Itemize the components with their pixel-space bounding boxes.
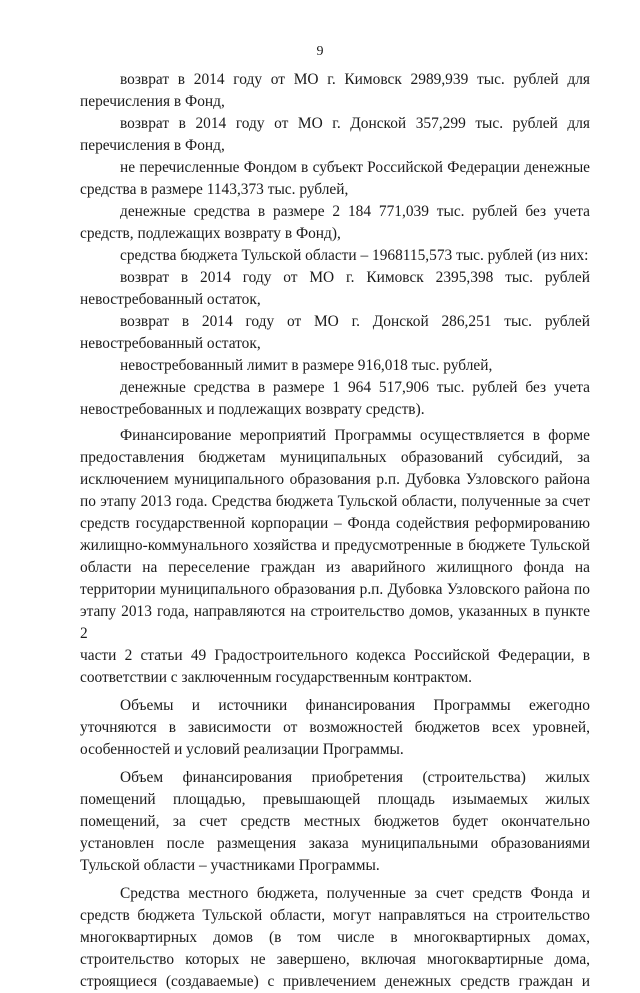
paragraph xyxy=(80,69,590,113)
paragraph xyxy=(80,767,590,877)
text-line: невостребованный лимит в размере 916,018 тыс. рублей, xyxy=(120,357,493,374)
text-line: уточняются в зависимости от возможностей бюджетов всех уровней, xyxy=(80,719,590,736)
text-line: установлен после размещения заказа муниципальными образованиями xyxy=(80,835,590,852)
text-line: возврат в 2014 году от МО г. Донской 357,299 тыс. рублей для xyxy=(120,115,590,132)
text-line: соответствии с заключенным государственным контрактом. xyxy=(80,669,472,686)
text-line: перечисления в Фонд, xyxy=(80,93,225,110)
text-line: помещений, за счет средств местных бюджетов будет окончательно xyxy=(80,813,590,830)
paragraph xyxy=(80,695,590,761)
text-line: средства в размере 1143,373 тыс. рублей, xyxy=(80,181,349,198)
text-line: особенностей и условий реализации Программы. xyxy=(80,741,404,758)
text-line: не перечисленные Фондом в субъект Российской Федерации денежные xyxy=(120,159,590,176)
paragraph xyxy=(80,425,590,689)
paragraph xyxy=(80,113,590,157)
body-text xyxy=(80,69,590,993)
text-line: средства бюджета Тульской области – 1968115,573 тыс. рублей (из них: xyxy=(120,247,589,264)
text-line: невостребованных и подлежащих возврату средств). xyxy=(80,401,425,418)
text-line: средств, подлежащих возврату в Фонд), xyxy=(80,225,341,242)
text-line: области на переселение граждан из аварийного жилищного фонда на xyxy=(80,559,590,576)
paragraph xyxy=(80,157,590,201)
page-number: 9 xyxy=(316,44,324,59)
text-line: части 2 статьи 49 Градостроительного кодекса Российской Федерации, в xyxy=(80,647,590,664)
text-line: невостребованный остаток, xyxy=(80,335,261,352)
paragraph xyxy=(80,245,590,267)
paragraph xyxy=(80,311,590,355)
paragraph xyxy=(80,355,590,377)
text-line: по этапу 2013 года. Средства бюджета Тульской области, полученные за счет xyxy=(80,493,590,510)
text-line: Объемы и источники финансирования Программы ежегодно xyxy=(120,697,590,714)
text-line: помещений площадью, превышающей площадь изымаемых жилых xyxy=(80,791,590,808)
text-line: предоставления бюджетам муниципальных образований субсидий, за xyxy=(80,449,590,466)
text-line: возврат в 2014 году от МО г. Кимовск 2989,939 тыс. рублей для xyxy=(120,71,590,88)
paragraph xyxy=(80,201,590,245)
text-line: Средства местного бюджета, полученные за счет средств Фонда и xyxy=(120,885,590,902)
text-line: возврат в 2014 году от МО г. Кимовск 2395,398 тыс. рублей xyxy=(120,269,590,286)
paragraph xyxy=(80,883,590,993)
text-line: средств бюджета Тульской области, могут направляться на строительство xyxy=(80,907,590,924)
paragraph xyxy=(80,267,590,311)
text-line: Тульской области – участниками Программы. xyxy=(80,857,380,874)
text-line: территории муниципального образования р.п. Дубовка Узловского района по xyxy=(80,581,590,598)
text-line: исключением муниципального образования р.п. Дубовка Узловского района xyxy=(80,471,590,488)
text-line: денежные средства в размере 2 184 771,039 тыс. рублей без учета xyxy=(120,203,590,220)
text-line: невостребованный остаток, xyxy=(80,291,261,308)
text-line: многоквартирных домов (в том числе в многоквартирных домах, xyxy=(80,929,590,946)
text-line: средств государственной корпорации – Фонда содействия реформированию xyxy=(80,515,590,532)
text-line: строительство которых не завершено, включая многоквартирные дома, xyxy=(80,951,590,968)
text-line: жилищно-коммунального хозяйства и предусмотренные в бюджете Тульской xyxy=(80,537,590,554)
paragraph xyxy=(80,377,590,421)
text-line: Финансирование мероприятий Программы осуществляется в форме xyxy=(120,427,590,444)
text-line: строящиеся (создаваемые) с привлечением денежных средств граждан и xyxy=(80,973,590,990)
text-line: этапу 2013 года, направляются на строительство домов, указанных в пункте 2 xyxy=(80,603,590,642)
text-line: денежные средства в размере 1 964 517,906 тыс. рублей без учета xyxy=(120,379,590,396)
text-line: перечисления в Фонд, xyxy=(80,137,225,154)
text-line: возврат в 2014 году от МО г. Донской 286,251 тыс. рублей xyxy=(120,313,590,330)
text-line: Объем финансирования приобретения (строительства) жилых xyxy=(120,769,590,786)
